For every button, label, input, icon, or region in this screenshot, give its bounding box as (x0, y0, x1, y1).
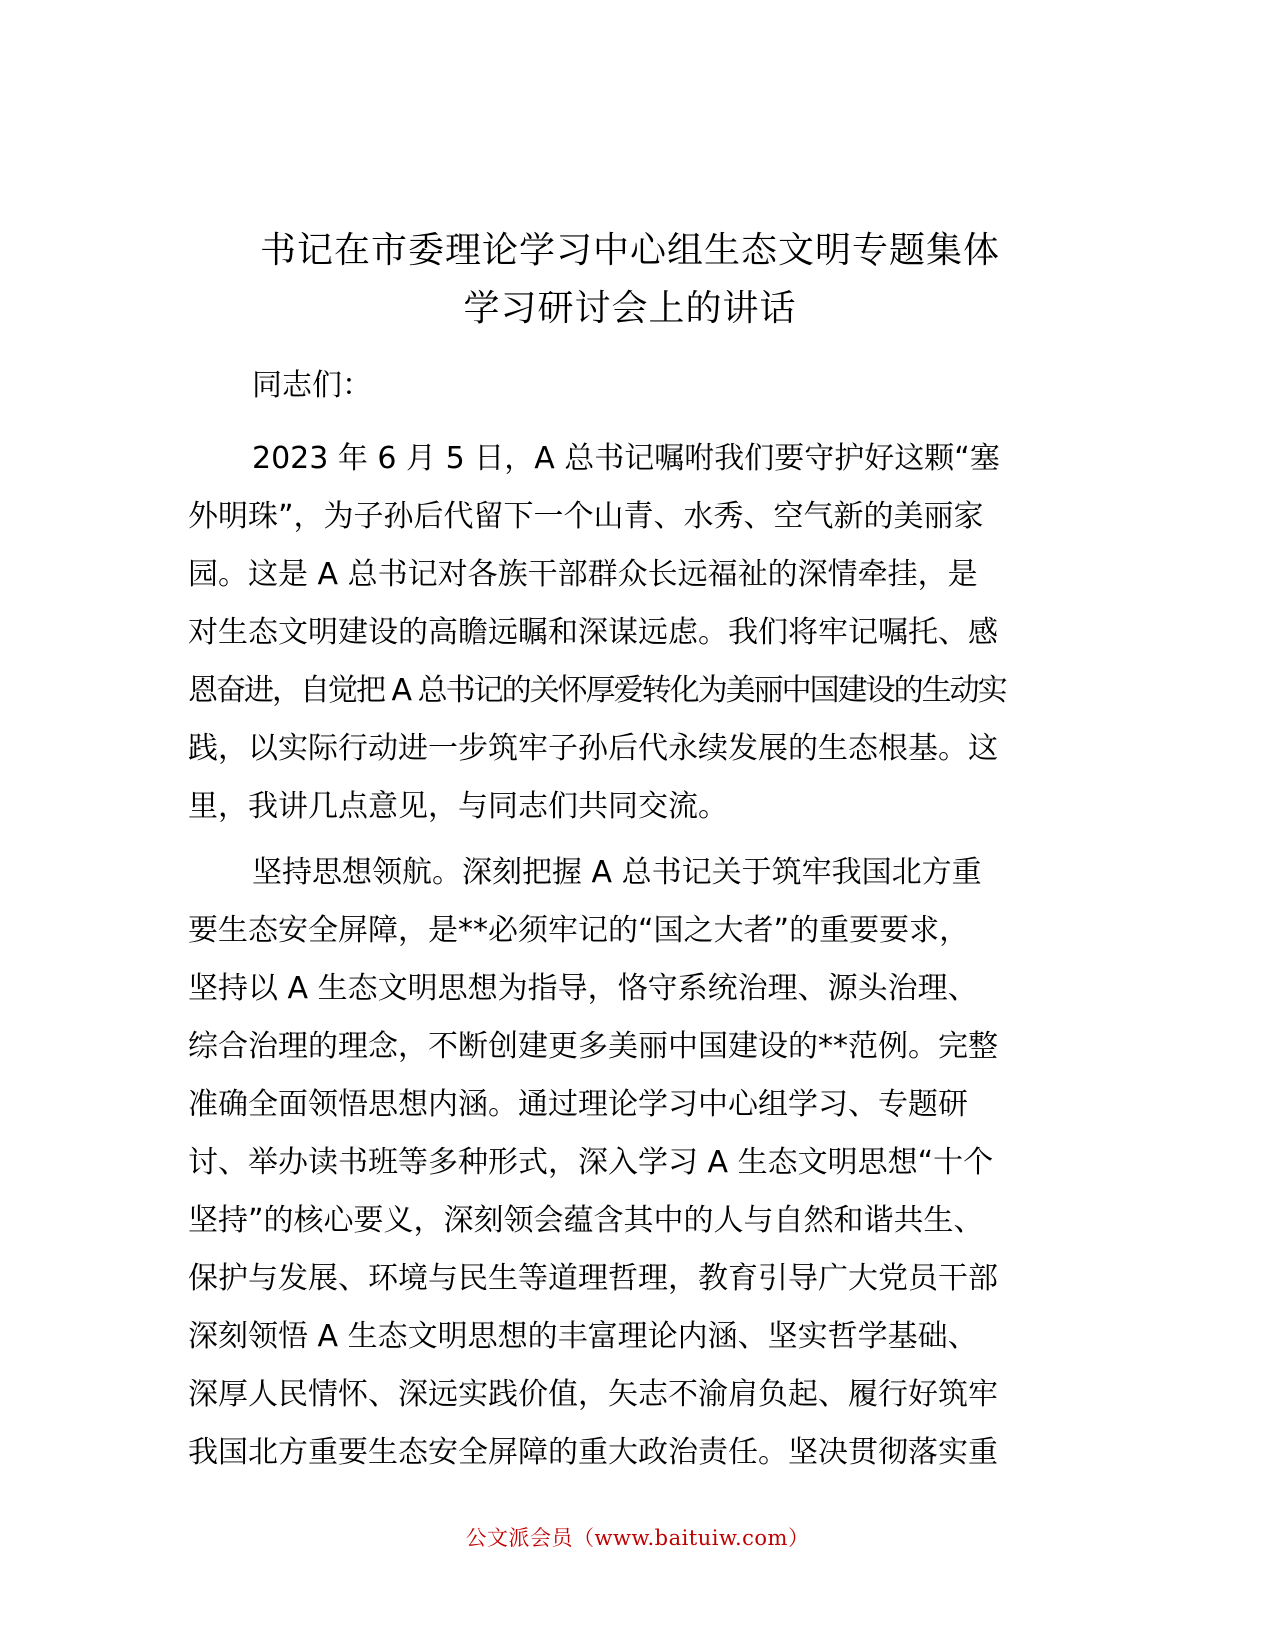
greeting: 同志们： (252, 368, 372, 403)
paragraph-line: 园。这是 A 总书记对各族干部群众长远福祉的深情牵挂，是 (188, 557, 978, 592)
paragraph-2 (188, 844, 1088, 1482)
paragraph-line: 践，以实际行动进一步筑牢子孙后代永续发展的生态根基。这 (188, 731, 998, 766)
paragraph-1 (188, 430, 1088, 836)
paragraph-line: 准确全面领悟思想内涵。通过理论学习中心组学习、专题研 (188, 1087, 968, 1122)
paragraph-line: 深刻领悟 A 生态文明思想的丰富理论内涵、坚实哲学基础、 (188, 1319, 978, 1354)
paragraph-line: 坚持思想领航。深刻把握 A 总书记关于筑牢我国北方重 (252, 855, 982, 890)
paragraph-line: 深厚人民情怀、深远实践价值，矢志不渝肩负起、履行好筑牢 (188, 1377, 998, 1412)
title-line: 书记在市委理论学习中心组生态文明专题集体 (259, 230, 1000, 271)
paragraph-line: 坚持以 A 生态文明思想为指导，恪守系统治理、源头治理、 (188, 971, 978, 1006)
paragraph-line: 讨、举办读书班等多种形式，深入学习 A 生态文明思想“十个 (188, 1145, 994, 1180)
document-title (185, 222, 1075, 338)
paragraph-line: 里，我讲几点意见，与同志们共同交流。 (188, 789, 728, 824)
paragraph-line: 要生态安全屏障，是**必须牢记的“国之大者”的重要要求， (188, 913, 970, 948)
paragraph-line: 保护与发展、环境与民生等道理哲理，教育引导广大党员干部 (188, 1261, 998, 1296)
paragraph-line: 恩奋进，自觉把 A 总书记的关怀厚爱转化为美丽中国建设的生动实 (188, 673, 1006, 708)
footer-watermark-link[interactable]: 公文派会员（www.baituiw.com） (465, 1526, 810, 1550)
title-line: 学习研讨会上的讲话 (463, 288, 797, 329)
paragraph-line: 综合治理的理念，不断创建更多美丽中国建设的**范例。完整 (188, 1029, 998, 1064)
paragraph-line: 坚持”的核心要义，深刻领会蕴含其中的人与自然和谐共生、 (188, 1203, 984, 1238)
paragraph-line: 2023 年 6 月 5 日，A 总书记嘱咐我们要守护好这颗“塞 (252, 441, 1000, 476)
paragraph-line: 外明珠”，为子孙后代留下一个山青、水秀、空气新的美丽家 (188, 499, 984, 534)
paragraph-line: 对生态文明建设的高瞻远瞩和深谋远虑。我们将牢记嘱托、感 (188, 615, 998, 650)
paragraph-line: 我国北方重要生态安全屏障的重大政治责任。坚决贯彻落实重 (188, 1435, 998, 1470)
